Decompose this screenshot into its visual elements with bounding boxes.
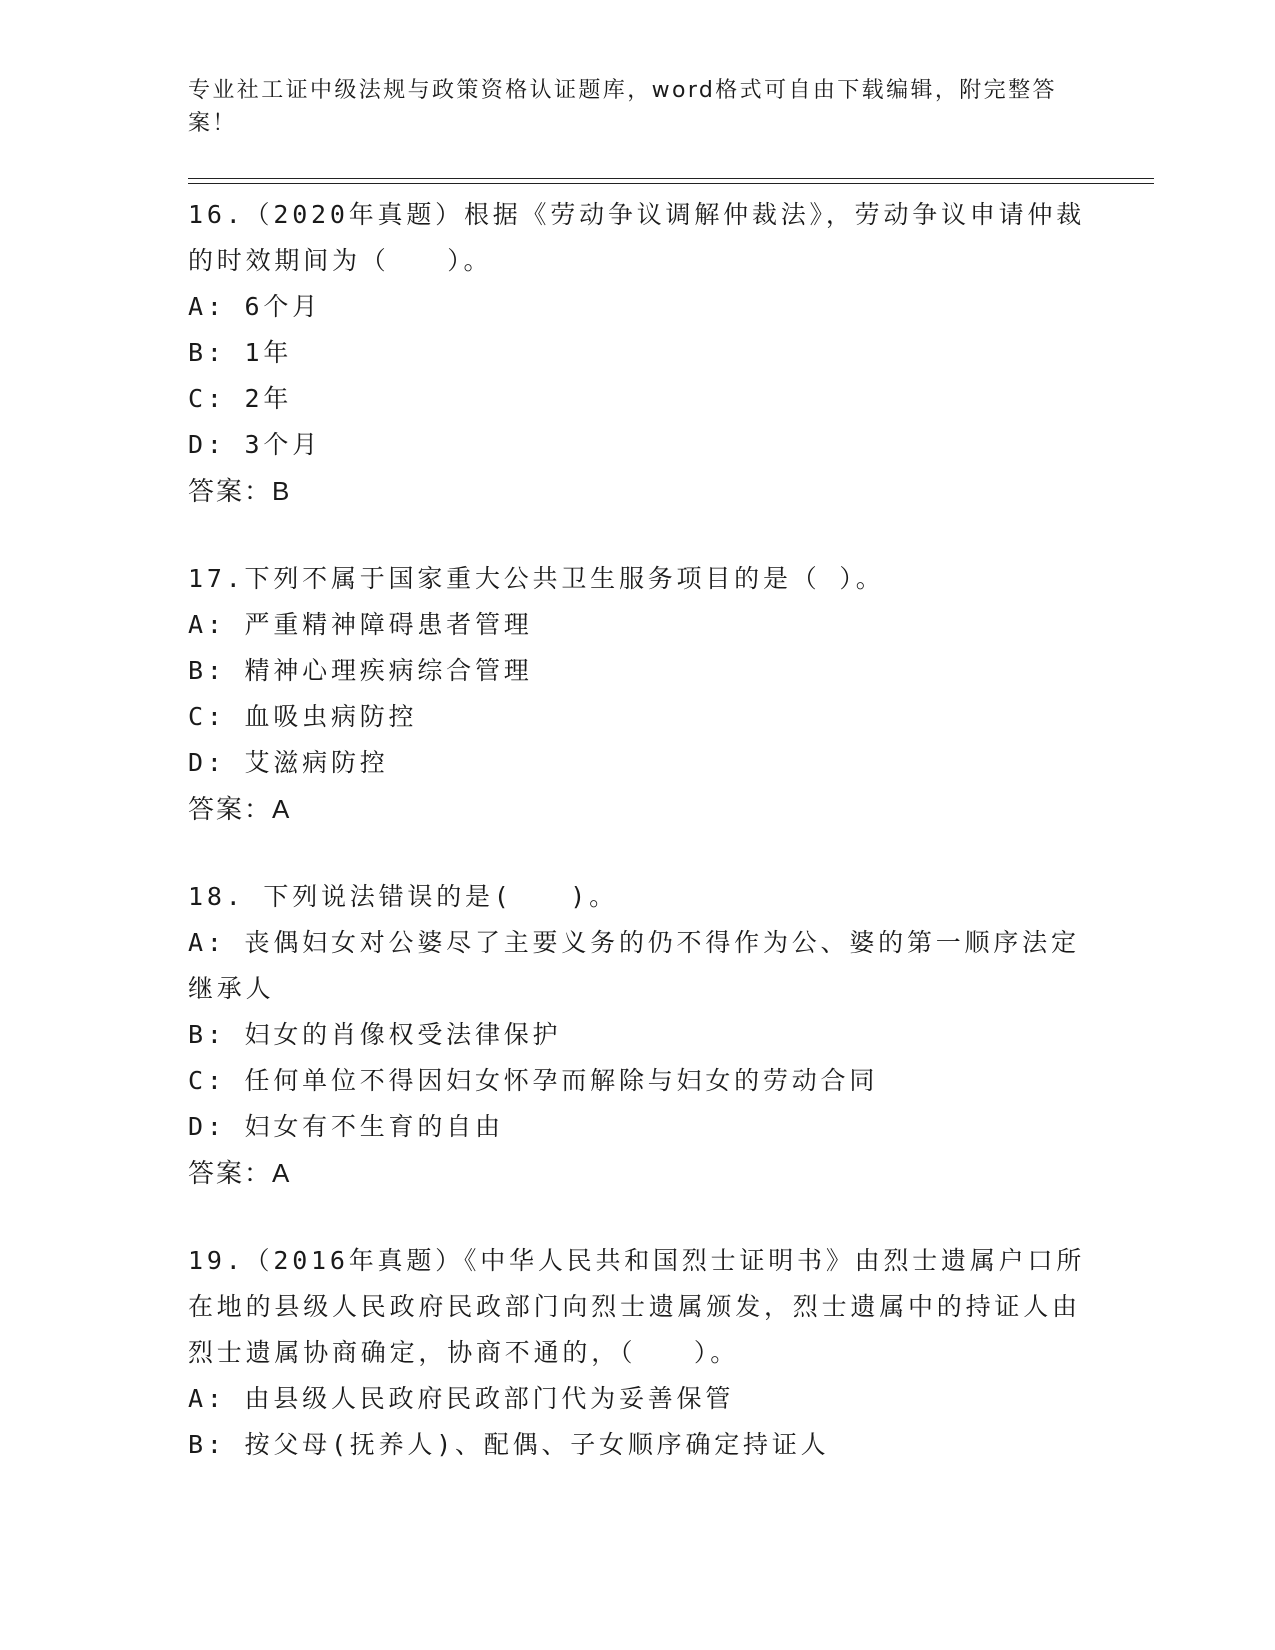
option-c: C: 2年 (188, 384, 293, 413)
option-b: B: 精神心理疾病综合管理 (188, 656, 533, 685)
option-c: C: 任何单位不得因妇女怀孕而解除与妇女的劳动合同 (188, 1066, 879, 1095)
option-a: A: 6个月 (188, 292, 322, 321)
option-a: A: 由县级人民政府民政部门代为妥善保管 (188, 1384, 735, 1413)
answer-text: 答案：B (188, 476, 292, 506)
question-stem: 17.下列不属于国家重大公共卫生服务项目的是（ ）。 (188, 564, 885, 593)
question-stem: 19.（2016年真题）《中华人民共和国烈士证明书》由烈士遗属户口所在地的县级人民政府民政部门向烈士遗属颁发，烈士遗属中的持证人由烈士遗属协商确定，协商不通的，（ ）。 (188, 1246, 1086, 1367)
option-d: D: 3个月 (188, 430, 322, 459)
header-divider-top (188, 178, 1154, 179)
option-d: D: 艾滋病防控 (188, 748, 389, 777)
question-18 (188, 874, 1088, 1196)
question-list (188, 192, 1088, 1510)
option-a: A: 严重精神障碍患者管理 (188, 610, 533, 639)
option-b: B: 妇女的肖像权受法律保护 (188, 1020, 562, 1049)
question-16 (188, 192, 1088, 514)
document-header: 专业社工证中级法规与政策资格认证题库，word格式可自由下载编辑，附完整答案！ (188, 78, 1057, 136)
answer-text: 答案：A (188, 794, 292, 824)
option-b: B: 1年 (188, 338, 293, 367)
header-divider-bottom (188, 183, 1154, 184)
option-b: B: 按父母(抚养人)、配偶、子女顺序确定持证人 (188, 1430, 830, 1459)
option-c: C: 血吸虫病防控 (188, 702, 418, 731)
answer-text: 答案：A (188, 1158, 292, 1188)
question-stem: 16.（2020年真题）根据《劳动争议调解仲裁法》，劳动争议申请仲裁的时效期间为（ ）。 (188, 200, 1086, 275)
question-17 (188, 556, 1088, 832)
question-stem: 18. 下列说法错误的是( )。 (188, 882, 618, 911)
question-19 (188, 1238, 1088, 1468)
option-d: D: 妇女有不生育的自由 (188, 1112, 504, 1141)
option-a: A: 丧偶妇女对公婆尽了主要义务的仍不得作为公、婆的第一顺序法定继承人 (188, 928, 1080, 1003)
